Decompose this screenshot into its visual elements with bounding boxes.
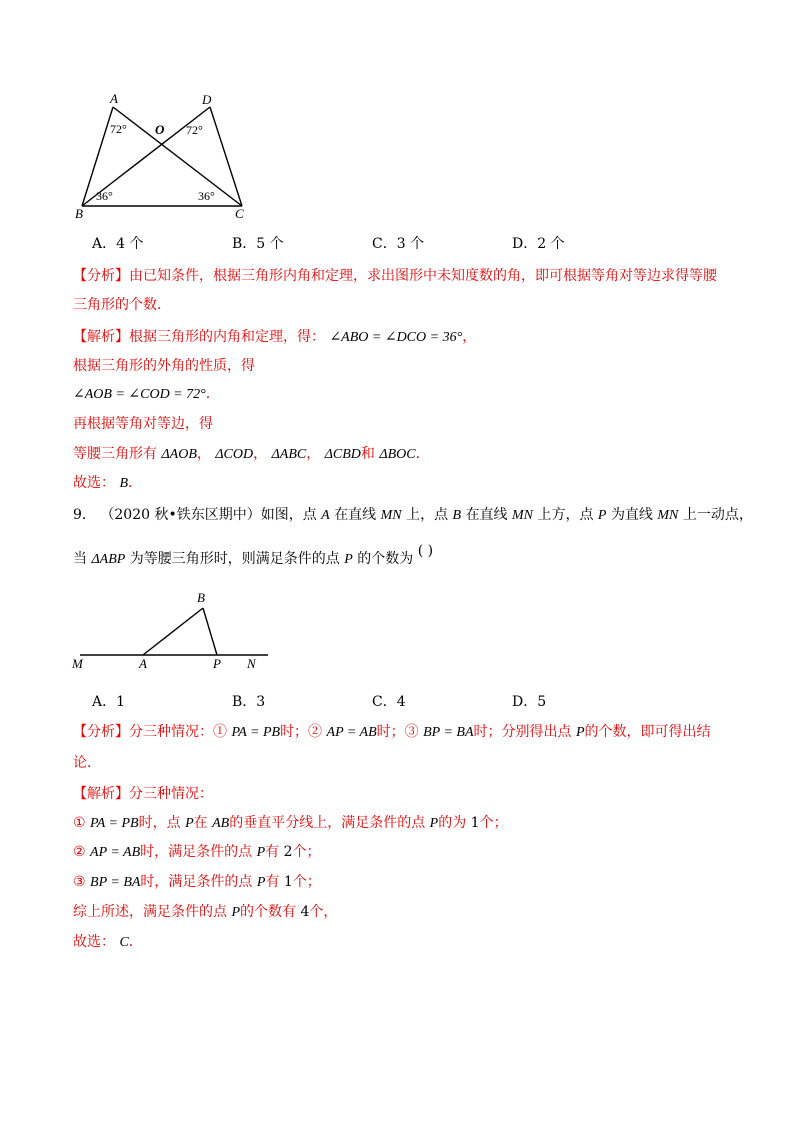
q9-solution-intro: 【解析】分三种情况： — [73, 786, 213, 802]
label-c: C — [235, 206, 244, 220]
q8-option-d: D．2 个 — [512, 236, 565, 252]
label-b: B — [75, 206, 83, 220]
q8-solution-line4: 再根据等角对等边，得 — [73, 416, 213, 432]
label-o: O — [155, 122, 165, 137]
q8-solution-line5: 等腰三角形有 ΔAOB， ΔCOD， ΔABC， ΔCBD和 ΔBOC． — [73, 446, 430, 462]
triangle-boc: ΔBOC — [379, 447, 416, 462]
q9-stem-line1: 9． （2020 秋•铁东区期中）如图，点 A 在直线 MN 上，点 B 在直线 MN 上方，点 P 为直线 MN 上一动点， — [73, 507, 753, 523]
segment-bp — [203, 608, 217, 655]
angle-b-36: 36° — [96, 189, 113, 203]
q8-option-c: C．3 个 — [372, 236, 425, 252]
q8-math-aob-cod: ∠AOB = ∠COD = 72° — [73, 387, 206, 402]
q8-answer: 故选： B． — [73, 475, 143, 491]
q9-analysis-line1: 【分析】分三种情况：① PA = PB时；② AP = AB时；③ BP = BA时；分别得出点 P的个数，即可得出结 — [73, 724, 711, 740]
q9-solution-summary: 综上所述，满足条件的点 P的个数有 4个， — [73, 904, 338, 920]
q8-solution-label: 【解析】 — [73, 329, 129, 345]
angle-d-72: 72° — [186, 123, 203, 137]
label-n: N — [247, 656, 256, 670]
q8-analysis-line2: 三角形的个数． — [73, 297, 171, 313]
q8-solution-line3: ∠AOB = ∠COD = 72°． — [73, 386, 220, 402]
q9-answer: 故选： C． — [73, 934, 143, 950]
label-a: A — [139, 656, 147, 670]
q9-option-c: C．4 — [372, 694, 406, 710]
q9-analysis-line2: 论． — [73, 755, 101, 771]
q9-solution-case3: ③ BP = BA时，满足条件的点 P有 1个； — [73, 874, 321, 890]
triangle-cod: ΔCOD — [215, 447, 254, 462]
figure-line-mn-triangle — [70, 588, 280, 670]
q8-solution-line2: 根据三角形的外角的性质，得 — [73, 358, 255, 374]
q8-analysis-line1: 【分析】由已知条件，根据三角形内角和定理，求出图形中未知度数的角，即可根据等角对等边求得等腰 — [73, 268, 717, 284]
label-d: D — [202, 92, 212, 107]
label-b: B — [197, 590, 205, 605]
q9-stem-line2: 当 ΔABP 为等腰三角形时，则满足条件的点 P 的个数为 ( ) — [73, 543, 434, 567]
answer-blank: ( ) — [417, 543, 434, 559]
figure-triangles-abcd — [70, 90, 260, 220]
q8-option-b: B．5 个 — [232, 236, 284, 252]
label-p: P — [213, 656, 221, 670]
triangle-abc: ΔABC — [271, 447, 307, 462]
segment-ac — [113, 107, 242, 206]
triangle-aob: ΔAOB — [161, 447, 197, 462]
q9-number: 9． — [73, 507, 96, 523]
q9-analysis-label: 【分析】 — [73, 724, 129, 740]
q9-option-b: B．3 — [232, 694, 266, 710]
angle-c-36: 36° — [198, 189, 215, 203]
label-m: M — [72, 656, 83, 670]
angle-a-72: 72° — [110, 122, 127, 136]
triangle-cbd: ΔCBD — [324, 447, 361, 462]
q8-option-a: A．4 个 — [92, 236, 144, 252]
label-a: A — [110, 91, 118, 106]
q8-solution-line1: 【解析】根据三角形的内角和定理，得： ∠ABO = ∠DCO = 36°， — [73, 329, 477, 345]
q9-option-d: D．5 — [512, 694, 547, 710]
segment-ab — [143, 608, 203, 655]
q8-answer-letter: B — [119, 476, 129, 491]
q9-option-a: A．1 — [92, 694, 126, 710]
q9-answer-letter: C — [119, 935, 129, 950]
q9-solution-label: 【解析】 — [73, 786, 129, 802]
q8-analysis-label: 【分析】 — [73, 268, 129, 284]
q9-solution-case1: ① PA = PB时，点 P在 AB的垂直平分线上，满足条件的点 P的为 1个； — [73, 815, 508, 831]
q8-math-abo-dco: ∠ABO = ∠DCO = 36° — [329, 330, 463, 345]
q9-solution-case2: ② AP = AB时，满足条件的点 P有 2个； — [73, 844, 321, 860]
